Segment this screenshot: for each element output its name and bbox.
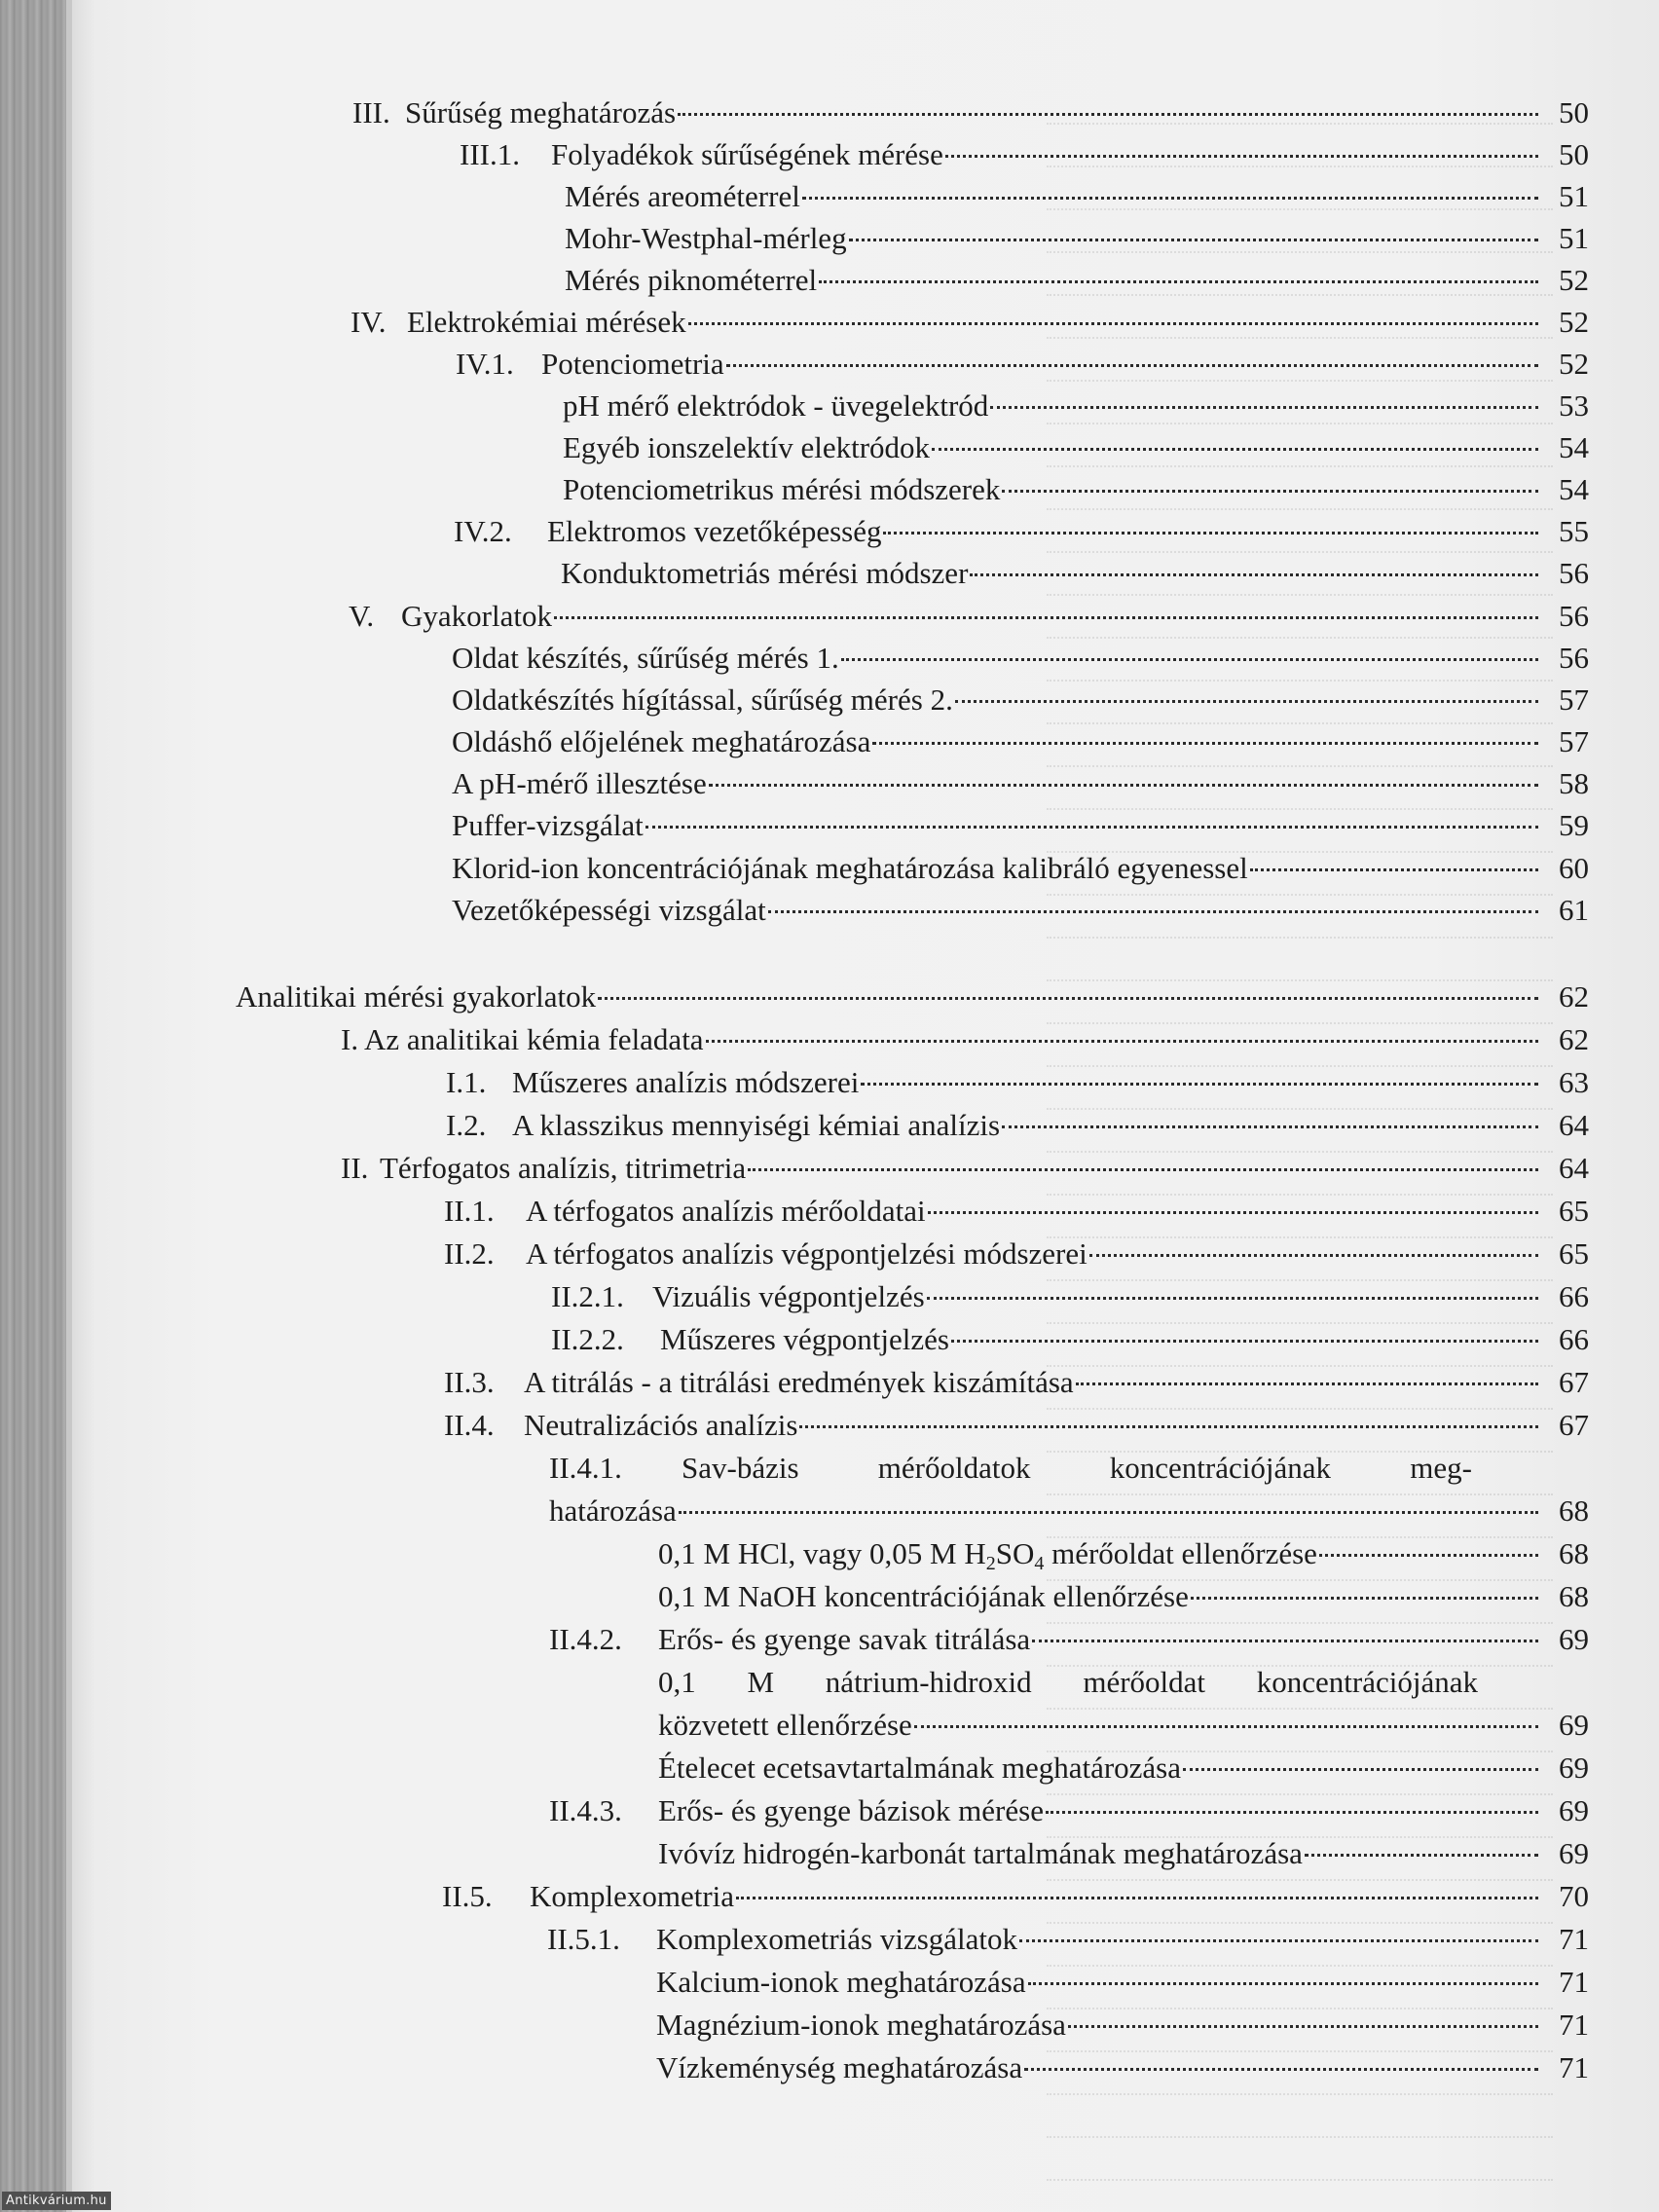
toc-entry xyxy=(563,387,1589,425)
toc-entry-title: Konduktometriás mérési módszer xyxy=(561,556,969,590)
toc-entry xyxy=(656,2006,1589,2045)
dot-leader xyxy=(1002,1125,1538,1128)
toc-entry-number: II.2. xyxy=(444,1236,495,1271)
toc-entry-page: 62 xyxy=(1559,979,1589,1014)
toc-entry-page: 51 xyxy=(1559,221,1589,255)
dot-leader xyxy=(849,239,1538,241)
dot-leader xyxy=(1019,1939,1538,1942)
dot-leader xyxy=(841,658,1538,661)
toc-entry-page: 65 xyxy=(1559,1194,1589,1228)
dot-leader xyxy=(688,322,1538,325)
toc-entry-page: 56 xyxy=(1559,599,1589,633)
toc-entry-number: II. xyxy=(341,1151,369,1185)
toc-entry xyxy=(658,1706,1589,1745)
toc-entry-page: 52 xyxy=(1559,347,1589,381)
toc-entry xyxy=(454,512,1589,551)
toc-entry-title: Sav-bázis mérőoldatok koncentrációjának meg- xyxy=(682,1451,1472,1485)
dot-leader xyxy=(872,742,1538,745)
toc-entry-page: 69 xyxy=(1559,1836,1589,1870)
toc-entry xyxy=(341,1020,1589,1059)
dot-leader xyxy=(1183,1768,1538,1771)
toc-entry-page: 61 xyxy=(1559,893,1589,927)
toc-entry-number: II.1. xyxy=(444,1194,495,1228)
toc-entry xyxy=(444,1235,1589,1273)
toc-entry xyxy=(442,1877,1589,1916)
toc-entry-title: Ivóvíz hidrogén-karbonát tartalmának meghatározása xyxy=(658,1836,1303,1870)
toc-entry xyxy=(452,681,1589,719)
toc-entry-page: 66 xyxy=(1559,1322,1589,1356)
toc-entry xyxy=(656,2048,1589,2087)
toc-entry-number: II.2.2. xyxy=(551,1322,624,1356)
toc-entry-title: Műszeres analízis módszerei xyxy=(512,1065,860,1099)
toc-entry-page: 52 xyxy=(1559,305,1589,339)
dot-leader xyxy=(799,1425,1538,1428)
toc-entry-title: Elektrokémiai mérések xyxy=(407,305,686,339)
dot-leader xyxy=(955,700,1538,703)
toc-entry-page: 67 xyxy=(1559,1365,1589,1399)
toc-entry-title: A pH-mérő illesztése xyxy=(452,766,707,800)
toc-entry xyxy=(547,1920,1589,1959)
toc-entry xyxy=(658,1749,1589,1788)
toc-entry-page: 56 xyxy=(1559,641,1589,675)
toc-entry-title: Térfogatos analízis, titrimetria xyxy=(380,1151,747,1185)
toc-entry xyxy=(551,1320,1589,1359)
toc-entry xyxy=(658,1663,1478,1702)
toc-entry-title: 0,1 M NaOH koncentrációjának ellenőrzése xyxy=(658,1579,1189,1613)
toc-entry-number: IV. xyxy=(350,305,387,339)
toc-entry-title: A titrálás - a titrálási eredmények kiszámítása xyxy=(524,1365,1074,1399)
toc-entry-number: III.1. xyxy=(460,137,520,171)
toc-entry-title: Puffer-vizsgálat xyxy=(452,808,644,842)
toc-entry-page: 64 xyxy=(1559,1108,1589,1142)
dot-leader xyxy=(883,532,1538,535)
dot-leader xyxy=(678,113,1538,116)
toc-entry-title: pH mérő elektródok - üvegelektród xyxy=(563,388,989,423)
toc-entry-number: V. xyxy=(349,599,375,633)
dot-leader xyxy=(706,1040,1538,1043)
toc-entry-page: 68 xyxy=(1559,1493,1589,1528)
toc-entry-number: I.2. xyxy=(446,1108,487,1142)
toc-entry-page: 57 xyxy=(1559,724,1589,758)
toc-entry-title: 0,1 M nátrium-hidroxid mérőoldat koncentrációjának xyxy=(658,1665,1478,1699)
dot-leader xyxy=(1068,2025,1538,2028)
toc-entry-title: 0,1 M HCl, vagy 0,05 M $H_2SO_4$ mérőoldat ellenőrzése xyxy=(658,1536,1317,1574)
toc-entry xyxy=(565,177,1589,216)
dot-leader xyxy=(748,1168,1538,1171)
dot-leader xyxy=(970,573,1538,576)
toc-entry-title: Mérés areométerrel xyxy=(565,179,800,213)
toc-entry-page: 69 xyxy=(1559,1708,1589,1742)
toc-entry-title: Oldat készítés, sűrűség mérés 1. xyxy=(452,641,839,675)
dot-leader xyxy=(645,826,1538,829)
dot-leader xyxy=(554,616,1538,619)
toc-entry xyxy=(658,1577,1589,1616)
toc-entry-title: Műszeres végpontjelzés xyxy=(660,1322,949,1356)
dot-leader xyxy=(990,406,1538,409)
toc-entry-page: 71 xyxy=(1559,1922,1589,1956)
toc-entry-page: 51 xyxy=(1559,179,1589,213)
toc-entry-title: Elektromos vezetőképesség xyxy=(547,514,882,548)
toc-entry xyxy=(452,806,1589,845)
toc-entry-title: Vizuális végpontjelzés xyxy=(652,1279,925,1313)
toc-entry-number: III. xyxy=(352,95,390,129)
toc-entry xyxy=(561,554,1589,593)
toc-entry-number: IV.2. xyxy=(454,514,512,548)
source-watermark: Antikvárium.hu xyxy=(2,2192,111,2210)
dot-leader xyxy=(1250,868,1538,871)
toc-entry-number: II.4.2. xyxy=(549,1622,622,1656)
toc-entry xyxy=(658,1834,1589,1873)
toc-entry xyxy=(563,470,1589,509)
toc-section-heading xyxy=(236,977,1589,1016)
toc-entry-page: 71 xyxy=(1559,2050,1589,2084)
toc-entry-page: 68 xyxy=(1559,1536,1589,1570)
dot-leader xyxy=(1076,1382,1538,1385)
dot-leader xyxy=(1002,490,1538,493)
toc-entry-title: Folyadékok sűrűségének mérése xyxy=(551,137,943,171)
toc-entry-title: Klorid-ion koncentrációjának meghatározása kalibráló egyenessel xyxy=(452,851,1248,885)
toc-entry-page: 62 xyxy=(1559,1022,1589,1056)
toc-entry-title: Ételecet ecetsavtartalmának meghatározása xyxy=(658,1751,1182,1785)
toc-entry-page: 53 xyxy=(1559,388,1589,423)
toc-entry xyxy=(444,1406,1589,1445)
toc-entry-page: 63 xyxy=(1559,1065,1589,1099)
toc-entry xyxy=(563,428,1589,467)
dot-leader xyxy=(679,1511,1538,1514)
toc-entry-title: Gyakorlatok xyxy=(401,599,552,633)
dot-leader xyxy=(1028,1982,1538,1985)
toc-entry xyxy=(352,93,1589,132)
dot-leader xyxy=(709,784,1538,787)
dot-leader xyxy=(736,1897,1538,1899)
dot-leader xyxy=(726,364,1538,367)
toc-entry xyxy=(452,722,1589,761)
toc-entry-page: 59 xyxy=(1559,808,1589,842)
toc-entry xyxy=(456,345,1589,384)
toc-entry-title: Erős- és gyenge savak titrálása xyxy=(658,1622,1031,1656)
toc-entry-title: Potenciometrikus mérési módszerek xyxy=(563,472,1001,506)
dot-leader xyxy=(819,280,1538,283)
toc-entry xyxy=(452,849,1589,888)
toc-entry xyxy=(452,891,1589,930)
toc-entry-number: II.4.1. xyxy=(549,1451,622,1485)
toc-entry-title: Oldatkészítés hígítással, sűrűség mérés 2. xyxy=(452,682,953,717)
toc-entry-page: 64 xyxy=(1559,1151,1589,1185)
toc-entry-number: II.3. xyxy=(444,1365,495,1399)
toc-entry-page: 69 xyxy=(1559,1793,1589,1827)
toc-entry xyxy=(565,261,1589,300)
toc-entry-number: I.1. xyxy=(446,1065,487,1099)
dot-leader xyxy=(598,997,1538,1000)
toc-entry-title: Sűrűség meghatározás xyxy=(405,95,677,129)
toc-entry xyxy=(350,303,1589,342)
toc-entry-page: 68 xyxy=(1559,1579,1589,1613)
toc-entry-title: Mérés piknométerrel xyxy=(565,263,818,297)
toc-entry-page: 54 xyxy=(1559,472,1589,506)
toc-entry-title: Neutralizációs analízis xyxy=(524,1408,798,1442)
toc-entry xyxy=(452,764,1589,803)
toc-entry-title: határozása xyxy=(549,1493,677,1528)
toc-entry-title: Potenciometria xyxy=(541,347,724,381)
dot-leader xyxy=(1089,1254,1538,1257)
dot-leader xyxy=(1046,1811,1538,1814)
dot-leader xyxy=(927,1297,1538,1300)
toc-entry xyxy=(656,1963,1589,2002)
toc-entry-title: közvetett ellenőrzése xyxy=(658,1708,912,1742)
toc-entry-title: Egyéb ionszelektív elektródok xyxy=(563,430,931,464)
toc-entry-page: 50 xyxy=(1559,137,1589,171)
toc-entry-page: 65 xyxy=(1559,1236,1589,1271)
toc-entry-title: Vízkeménység meghatározása xyxy=(656,2050,1023,2084)
toc-entry-title: A térfogatos analízis mérőoldatai xyxy=(526,1194,926,1228)
toc-entry-number: II.2.1. xyxy=(551,1279,624,1313)
toc-entry-title: Magnézium-ionok meghatározása xyxy=(656,2008,1066,2042)
toc-entry-page: 55 xyxy=(1559,514,1589,548)
dot-leader xyxy=(1032,1640,1538,1642)
toc-entry-page: 71 xyxy=(1559,2008,1589,2042)
toc-entry-title: Kalcium-ionok meghatározása xyxy=(656,1965,1026,1999)
toc-entry-page: 70 xyxy=(1559,1879,1589,1913)
dot-leader xyxy=(951,1340,1538,1343)
toc-entry-page: 57 xyxy=(1559,682,1589,717)
toc-entry-number: II.4.3. xyxy=(549,1793,622,1827)
toc-entry-page: 66 xyxy=(1559,1279,1589,1313)
toc-entry xyxy=(341,1149,1589,1188)
toc-entry-page: 60 xyxy=(1559,851,1589,885)
toc-entry-title: Oldáshő előjelének meghatározása xyxy=(452,724,871,758)
toc-entry-page: 58 xyxy=(1559,766,1589,800)
toc-entry-title: Erős- és gyenge bázisok mérése xyxy=(658,1793,1044,1827)
toc-entry xyxy=(549,1620,1589,1659)
toc-entry-title: Mohr-Westphal-mérleg xyxy=(565,221,847,255)
dot-leader xyxy=(1191,1597,1538,1600)
toc-entry-title: A klasszikus mennyiségi kémiai analízis xyxy=(512,1108,1001,1142)
dot-leader xyxy=(861,1083,1538,1086)
toc-entry-title: Komplexometriás vizsgálatok xyxy=(656,1922,1018,1956)
toc-entry xyxy=(444,1363,1589,1402)
dot-leader xyxy=(1024,2068,1538,2071)
dot-leader xyxy=(768,910,1538,913)
toc-entry-page: 71 xyxy=(1559,1965,1589,1999)
toc-entry-page: 52 xyxy=(1559,263,1589,297)
toc-entry-title: Analitikai mérési gyakorlatok xyxy=(236,979,597,1014)
toc-entry-title: A térfogatos analízis végpontjelzési módszerei xyxy=(526,1236,1088,1271)
toc-entry-number: II.5. xyxy=(442,1879,493,1913)
toc-entry-title: Komplexometria xyxy=(530,1879,735,1913)
toc-entry xyxy=(446,1106,1589,1145)
toc-entry-number: II.4. xyxy=(444,1408,495,1442)
toc-entry-number: II.5.1. xyxy=(547,1922,620,1956)
toc-entry xyxy=(460,135,1589,174)
dot-leader xyxy=(932,448,1538,451)
toc-entry-title: Az analitikai kémia feladata xyxy=(364,1022,704,1056)
toc-entry xyxy=(565,219,1589,258)
toc-entry xyxy=(452,639,1589,678)
dot-leader xyxy=(928,1211,1538,1214)
toc-entry-page: 54 xyxy=(1559,430,1589,464)
toc-entry-page: 67 xyxy=(1559,1408,1589,1442)
toc-entry xyxy=(349,597,1589,636)
toc-entry xyxy=(549,1791,1589,1830)
toc-entry xyxy=(549,1492,1589,1530)
toc-entry xyxy=(551,1277,1589,1316)
dot-leader xyxy=(802,197,1538,200)
toc-entry-number: IV.1. xyxy=(456,347,514,381)
dot-leader xyxy=(1319,1554,1538,1557)
toc-entry-page: 69 xyxy=(1559,1622,1589,1656)
toc-entry xyxy=(658,1534,1589,1573)
dot-leader xyxy=(914,1725,1538,1728)
toc-entry-number: I. xyxy=(341,1022,359,1056)
toc-entry xyxy=(446,1063,1589,1102)
toc-entry-page: 69 xyxy=(1559,1751,1589,1785)
dot-leader xyxy=(1305,1854,1538,1857)
toc-entry-page: 56 xyxy=(1559,556,1589,590)
toc-entry-title: Vezetőképességi vizsgálat xyxy=(452,893,766,927)
toc-entry xyxy=(444,1192,1589,1231)
dot-leader xyxy=(945,155,1538,158)
toc-entry xyxy=(549,1449,1472,1488)
toc-entry-page: 50 xyxy=(1559,95,1589,129)
